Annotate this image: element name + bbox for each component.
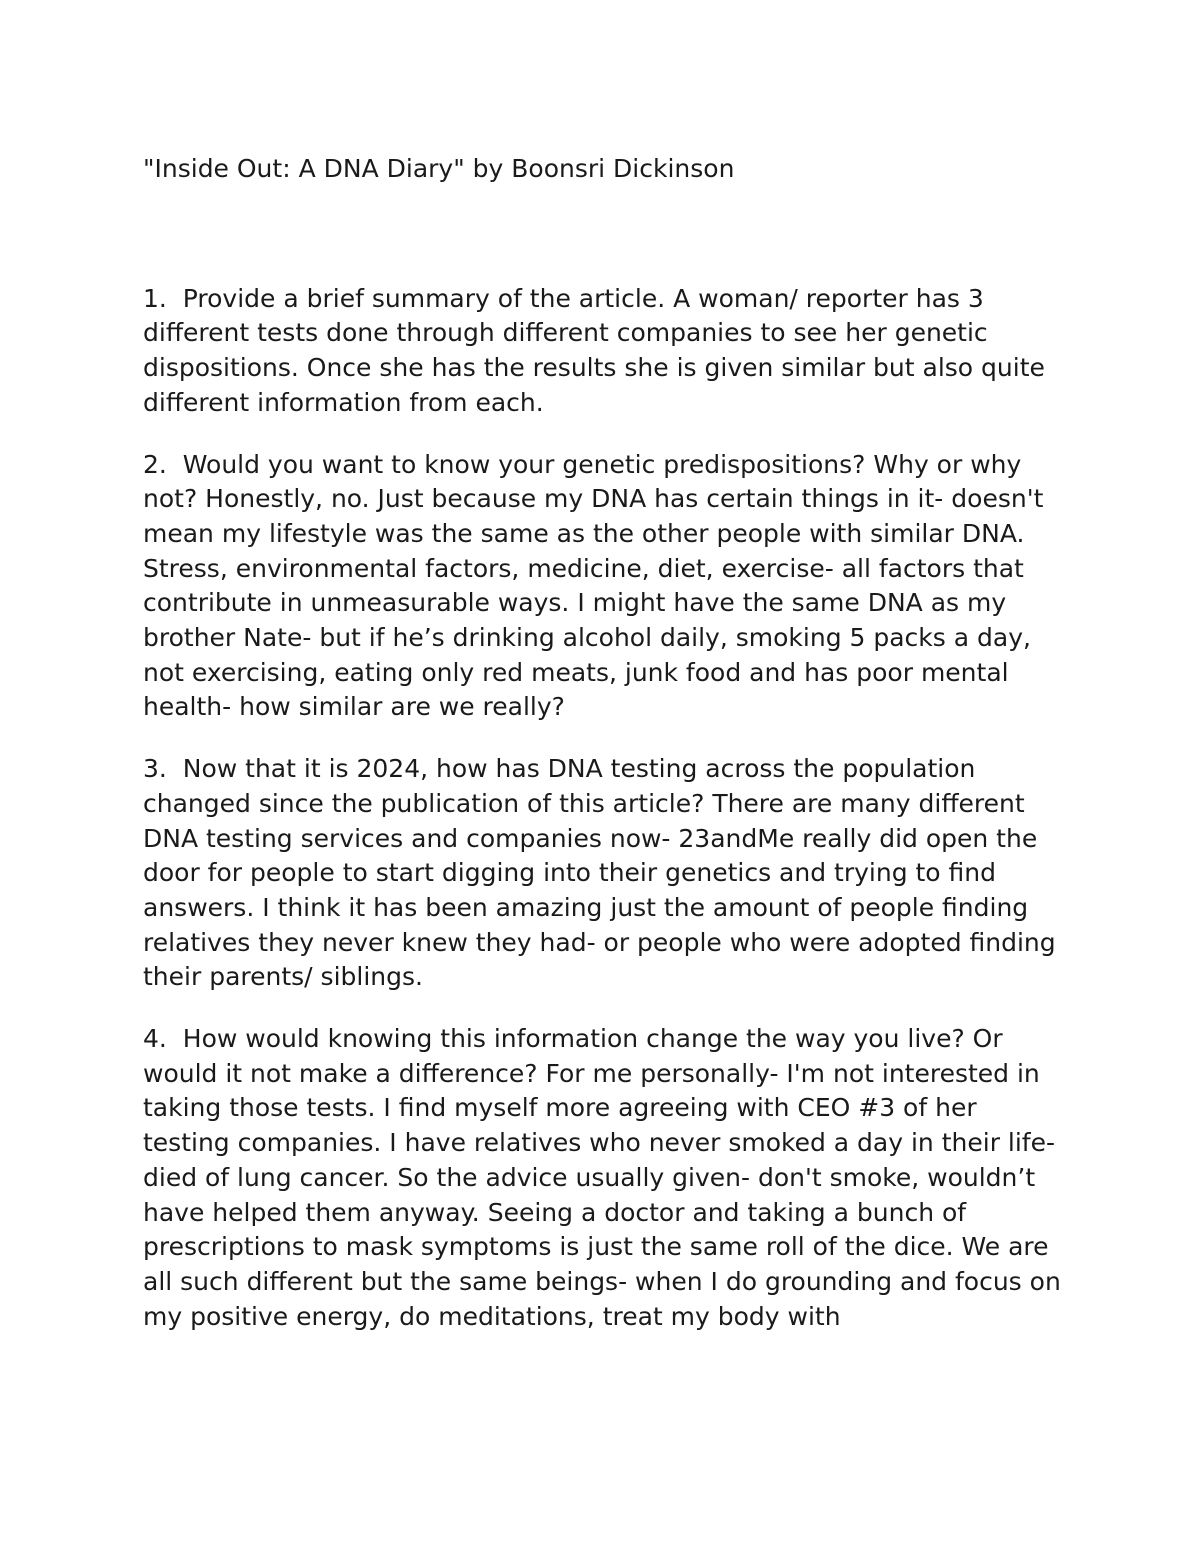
question-1 [143, 282, 1063, 421]
question-number: 3. [143, 754, 167, 784]
question-text: How would knowing this information change the way you live? Or would it not make a difference? [143, 1024, 1003, 1088]
answer-text: There are many different DNA testing services and companies now- 23andMe really did open the door for people to start digging into their genetics and trying to find answers. I think it has been amazing just the amount of people finding relatives they never knew they had- or people who were adopted finding their parents/ siblings. [143, 788, 1056, 992]
document-body [143, 152, 1063, 1334]
question-number: 4. [143, 1024, 167, 1054]
answer-text: For me personally- I'm not interested in taking those tests. I find myself more agreeing with CEO #3 of her testing companies. I have relatives who never smoked a day in their life- died of lung cancer. So the advice usually given- don't smoke, wouldn’t have helped them anyway. Seeing a doctor and taking a bunch of prescriptions to mask symptoms is just the same roll of the dice. We are all such different but the same beings- when I do grounding and focus on my positive energy, do meditations, treat my body with [143, 1058, 1061, 1331]
document-title: "Inside Out: A DNA Diary" by Boonsri Dickinson [143, 154, 735, 183]
question-text: Now that it is 2024, how has DNA testing across the population changed since the publication of this article? [143, 754, 976, 818]
answer-text: A woman/ reporter has 3 different tests done through different companies to see her genetic dispositions. Once she has the results she is given similar but also quite different information from each. [143, 283, 1045, 417]
question-4 [143, 1022, 1063, 1334]
question-3 [143, 752, 1063, 995]
answer-text: Honestly, no. Just because my DNA has certain things in it- doesn't mean my lifestyle was the same as the other people with similar DNA. Stress, environmental factors, medicine, diet, exercise- all factors that contribute in unmeasurable ways. I might have the same DNA as my brother Nate- but if he’s drinking alcohol daily, smoking 5 packs a day, not exercising, eating only red meats, junk food and has poor mental health- how similar are we really? [143, 484, 1044, 722]
question-text: Provide a brief summary of the article. [182, 283, 666, 313]
question-number: 2. [143, 449, 167, 479]
question-text: Would you want to know your genetic predispositions? Why or why not? [143, 449, 1022, 514]
question-2 [143, 448, 1063, 726]
question-number: 1. [143, 283, 167, 313]
